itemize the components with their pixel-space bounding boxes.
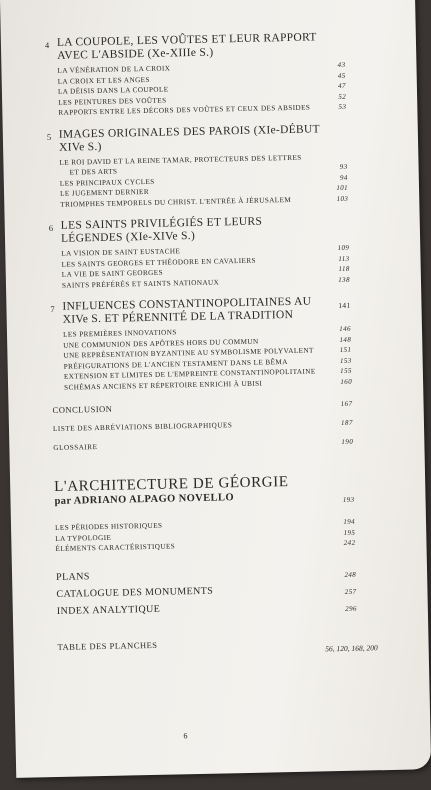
conclusion-label: CONCLUSION [52,403,113,415]
section-page [319,31,346,58]
toc-entry-page: 146 [339,324,352,333]
toc-abbreviations [53,416,353,436]
toc-entry-label: LE JUGEMENT DERNIER [59,187,150,198]
toc-section [45,31,347,119]
plates-label: TABLE DES PLANCHES [57,639,158,652]
catalogue-label: CATALOGUE DES MONUMENTS [56,585,214,600]
section-number: 5 [46,131,52,142]
glossary-page: 190 [341,437,354,446]
toc-entry-label: LA VÉNÉRATION DE LA CROIX [57,64,171,75]
section-page: 141 [338,300,351,310]
toc-conclusion [52,397,352,417]
toc-entry-page: 52 [338,92,347,101]
toc-entry-page: 113 [338,254,350,263]
section-number: 7 [50,303,56,315]
toc-entry-label: SAINTS PRÉFÉRÉS ET SAINTS NATIONAUX [61,277,220,290]
toc-entry-label: LES SAINTS GEORGES ET THÉODORE EN CAVALIERS [61,256,256,269]
index-page: 296 [345,604,357,613]
section-title: LA COUPOLE, LES VOÛTES ET LEUR RAPPORT AVEC L'ABSIDE (Xe-XIIIe S.) [56,31,317,62]
section-title: IMAGES ORIGINALES DES PAROIS (XIe-DÉBUT XIVe S.) [58,122,320,154]
plans-page: 248 [344,570,357,579]
glossary-label: GLOSSAIRE [53,443,98,452]
toc-entry-page: 148 [339,335,352,344]
toc-entry-page: 195 [343,528,356,537]
toc-entry-label: LA VISION DE SAINT EUSTACHE [61,247,181,258]
toc-section [49,214,350,291]
abbreviations-label: LISTE DES ABRÉVIATIONS BIBLIOGRAPHIQUES [52,421,233,433]
toc-entry-label: LES PÉRIODES HISTORIQUES [54,521,163,532]
toc-entry-page: 109 [337,243,350,252]
toc-entry-page: 151 [339,345,352,354]
toc-entry-label: LES PREMIÈRES INNOVATIONS [62,328,177,339]
toc-entry-label: ET DES ARTS [69,167,118,177]
toc-entry-label: TRIOMPHES TEMPORELS DU CHRIST. L'ENTRÉE À JÉRUSALEM [60,195,292,209]
section-page [323,214,350,241]
part-author: par ADRIANO ALPAGO NOVELLO [54,492,235,507]
plans-label: PLANS [55,570,90,583]
toc-entry-label: SCHÉMAS ANCIENS ET RÉPERTOIRE ENRICHI À UBISI [64,379,263,392]
toc-entry-label: LA VIE DE SAINT GEORGES [61,268,164,279]
toc-entry-label: LA DÉISIS DANS LA COUPOLE [57,85,169,96]
toc-entry-page: 153 [339,356,352,365]
section-number: 6 [48,222,54,234]
toc-entry-label: LA CROIX ET LES ANGES [57,75,150,86]
toc-entry-label: ÉLÉMENTS CARACTÉRISTIQUES [55,542,176,553]
toc-entry-page: 45 [337,71,346,80]
toc-entry-label: UNE COMMUNION DES APÔTRES HORS DU COMMUN [63,337,259,350]
page-number: 6 [183,731,188,741]
toc-entry-label: PRÉFIGURATIONS DE L'ANCIEN TESTAMENT DANS LE BÊMA [63,357,288,371]
toc-entry-page: 155 [340,366,352,375]
section-title: INFLUENCES CONSTANTINOPOLITAINES AU XIVe S. ET PÉRENNITÉ DE LA TRADITION [62,295,312,326]
toc-entry-page: 43 [337,60,346,69]
toc-entry-label: LES PEINTURES DES VOÛTES [58,96,167,107]
toc-entry-label: EXTENSION ET LIMITES DE L'EMPREINTE CONSTANTINOPOLITAINE [63,367,316,381]
index-label: INDEX ANALYTIQUE [56,603,161,617]
section-number: 4 [44,39,50,51]
toc-entry-page: 93 [339,162,348,171]
toc-entry-page: 160 [340,377,353,386]
toc-entry-page: 94 [339,173,348,182]
toc-entry-page: 103 [336,194,349,203]
toc-entry-label: RAPPORTS ENTRE LES DÉCORS DES VOÛTES ET CEUX DES ABSIDES [58,103,311,117]
toc-entry-label: LES PRINCIPAUX CYCLES [59,177,155,188]
toc-entry-page: 118 [338,264,350,273]
toc-entry-page: 53 [338,102,347,111]
toc-entry-page: 242 [343,538,356,547]
plates-pages: 56, 120, 168, 200 [325,642,378,653]
toc-entry-page [325,151,347,162]
toc-section [50,295,352,393]
conclusion-page: 167 [340,399,353,408]
section-page [321,122,348,149]
toc-entry-page: 101 [336,183,349,192]
toc-entry-label: UNE REPRÉSENTATION BYZANTINE AU SYMBOLISME POLYVALENT [63,346,314,360]
toc-section [47,122,349,210]
toc-entry-label: LE ROI DAVID ET LA REINE TAMAR, PROTECTEURS DES LETTRES [59,153,302,167]
toc-entry-label: LA TYPOLOGIE [55,533,112,543]
part-author-page: 193 [342,495,355,504]
toc-glossary [53,435,353,455]
toc-entry-page: 47 [337,81,346,90]
table-of-contents [44,31,378,659]
toc-entry-page: 194 [343,517,356,526]
toc-entry-page: 138 [338,275,351,284]
section-title: LES SAINTS PRIVILÉGIÉS ET LEURS LÉGENDES (XIe-XIVe S.) [60,215,263,245]
catalogue-page: 257 [344,587,357,596]
part-title: L'ARCHITECTURE DE GÉORGIE [54,474,289,495]
abbreviations-page: 187 [340,418,354,427]
